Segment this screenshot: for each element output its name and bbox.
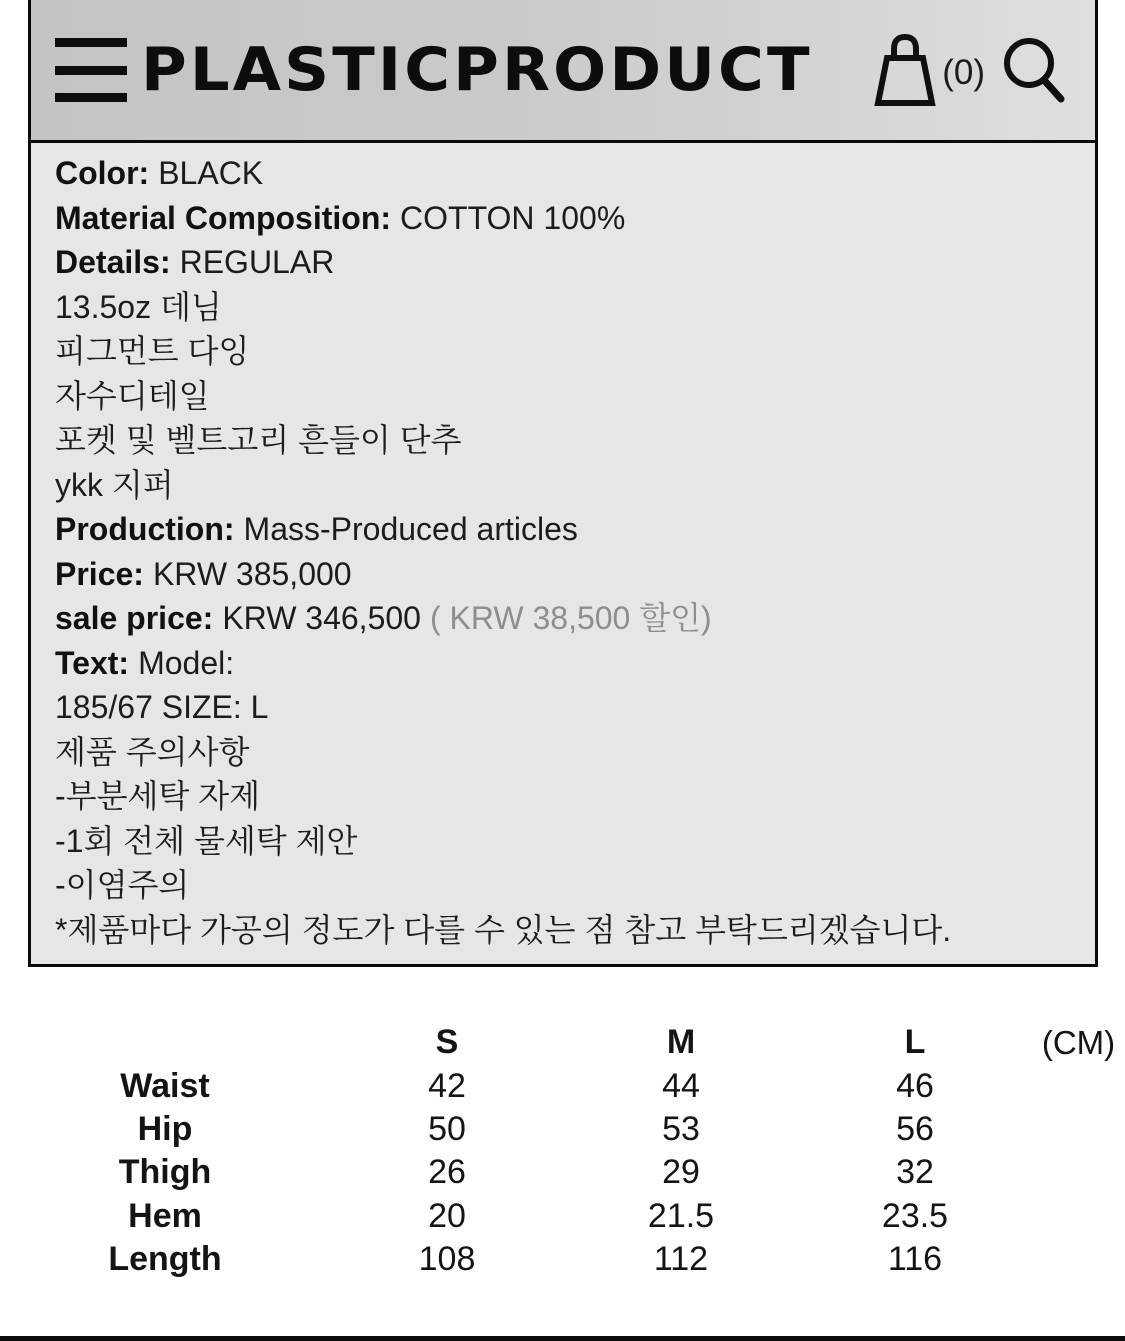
cell-value: 23.5: [881, 1196, 949, 1235]
detail-line-dyeing: [55, 329, 1075, 374]
detail-label: Material Composition:: [55, 199, 392, 236]
detail-line-caution-title: [55, 730, 1075, 775]
detail-label: Price:: [55, 555, 144, 592]
cell-value: 44: [662, 1066, 700, 1105]
detail-line-model-size: [55, 685, 1075, 730]
product-details-text: [31, 143, 1095, 964]
row-label: Waist: [120, 1066, 210, 1105]
menu-bar: [55, 38, 127, 47]
size-col-m: M: [666, 1023, 696, 1062]
detail-label: Color:: [55, 155, 150, 191]
cell-value: 46: [896, 1066, 934, 1105]
detail-line-pocket: [55, 418, 1075, 463]
table-row-hip: [0, 1108, 1125, 1151]
detail-line-zipper: [55, 463, 1075, 508]
size-chart-header-row: [0, 1021, 1125, 1064]
detail-text: 제품 주의사항: [55, 733, 250, 770]
row-label: Hem: [128, 1196, 202, 1235]
table-row-length: [0, 1238, 1125, 1281]
cell-value: 20: [428, 1196, 466, 1235]
detail-label: Text:: [55, 644, 130, 681]
table-row-thigh: [0, 1151, 1125, 1194]
size-chart: [0, 1021, 1125, 1281]
detail-line-material: [55, 196, 1075, 241]
cart-count[interactable]: (0): [942, 53, 985, 92]
cell-value: 26: [428, 1153, 466, 1192]
detail-value: COTTON 100%: [400, 199, 626, 236]
detail-line-caution-3: [55, 863, 1075, 908]
detail-label: sale price:: [55, 600, 214, 636]
site-header: [31, 0, 1095, 143]
bottom-divider: [0, 1336, 1125, 1341]
cell-value: 116: [887, 1240, 943, 1279]
search-icon[interactable]: [1001, 35, 1067, 105]
detail-line-caution-2: [55, 819, 1075, 864]
detail-text: 13.5oz 데님: [55, 288, 222, 325]
cell-value: 29: [662, 1153, 700, 1192]
detail-value: BLACK: [158, 155, 264, 191]
cell-value: 21.5: [647, 1196, 715, 1235]
detail-line-production: [55, 507, 1075, 552]
row-label: Thigh: [118, 1153, 212, 1192]
table-row-hem: [0, 1195, 1125, 1238]
brand-logo[interactable]: PLASTICPRODUCT: [141, 35, 813, 105]
detail-text: *제품마다 가공의 정도가 다를 수 있는 점 참고 부탁드리겠습니다.: [55, 911, 952, 948]
cell-value: 53: [662, 1109, 700, 1148]
row-label: Hip: [137, 1109, 193, 1148]
size-chart-unit: (CM): [1041, 1023, 1116, 1061]
detail-text: 피그먼트 다잉: [55, 333, 250, 369]
detail-line-caution-1: [55, 774, 1075, 819]
detail-line-text-model: [55, 641, 1075, 686]
cell-value: 56: [896, 1109, 934, 1148]
detail-value: KRW 385,000: [152, 555, 352, 592]
product-info-panel: [28, 0, 1098, 967]
menu-bar: [55, 66, 127, 75]
detail-text: -이염주의: [55, 867, 190, 903]
discount-note: ( KRW 38,500 할인): [429, 600, 712, 636]
detail-text: 포켓 및 벨트고리 흔들이 단추: [55, 422, 462, 458]
detail-line-details: [55, 240, 1075, 285]
detail-text: -1회 전체 물세탁 제안: [55, 822, 358, 859]
detail-text: 185/67 SIZE: L: [55, 689, 269, 725]
menu-icon[interactable]: [55, 38, 127, 102]
cell-value: 42: [428, 1066, 466, 1105]
menu-bar: [55, 93, 127, 102]
detail-label: Details:: [55, 244, 171, 280]
detail-line-note: [55, 908, 1075, 953]
cell-value: 50: [428, 1109, 466, 1148]
cart-bag-icon[interactable]: [872, 31, 938, 109]
size-col-l: L: [904, 1023, 926, 1062]
cell-value: 112: [653, 1240, 709, 1279]
detail-value: Model:: [138, 644, 235, 681]
cell-value: 108: [418, 1240, 476, 1279]
detail-line-color: [55, 151, 1075, 196]
detail-text: ykk 지퍼: [55, 466, 174, 503]
detail-label: Production:: [55, 511, 235, 547]
detail-text: -부분세탁 자제: [55, 778, 261, 814]
cell-value: 32: [896, 1153, 934, 1192]
detail-value: Mass-Produced articles: [243, 511, 578, 547]
detail-text: 자수디테일: [55, 377, 210, 414]
size-col-s: S: [435, 1023, 459, 1062]
detail-value: KRW 346,500: [222, 600, 421, 636]
detail-line-price: [55, 552, 1075, 597]
detail-line-fabric: [55, 285, 1075, 330]
row-label: Length: [108, 1240, 222, 1279]
table-row-waist: [0, 1064, 1125, 1107]
header-actions: [872, 31, 1067, 109]
detail-line-embroidery: [55, 374, 1075, 419]
detail-line-sale-price: [55, 596, 1075, 641]
detail-value: REGULAR: [179, 244, 335, 280]
